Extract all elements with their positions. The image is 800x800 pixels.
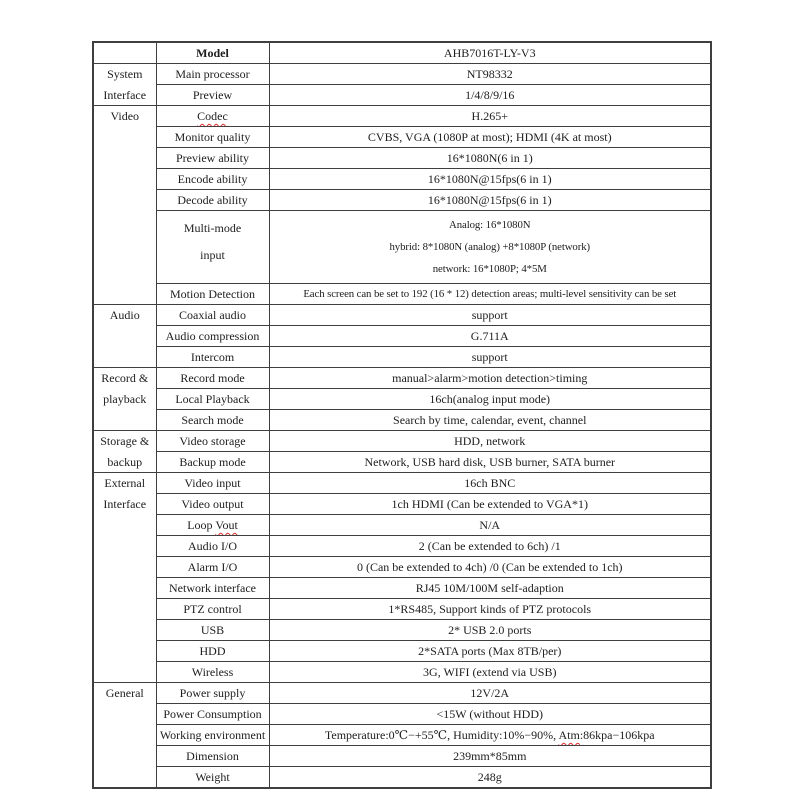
spec-row — [93, 725, 711, 746]
spec-value-cell: support — [269, 305, 711, 326]
spec-label-cell: Search mode — [156, 410, 269, 431]
spec-row — [93, 305, 711, 326]
spec-row — [93, 169, 711, 190]
spec-value-cell: 0 (Can be extended to 4ch) /0 (Can be extended to 1ch) — [269, 557, 711, 578]
spec-label-cell: Record mode — [156, 368, 269, 389]
spec-row — [93, 473, 711, 494]
spec-label-cell: Alarm I/O — [156, 557, 269, 578]
spec-value-cell: 2*SATA ports (Max 8TB/per) — [269, 641, 711, 662]
spec-value-cell: Temperature:0℃−+55℃, Humidity:10%−90%, Atm:86kpa−106kpa — [269, 725, 711, 746]
spellcheck-underline: Atm — [558, 728, 580, 742]
category-cell: System Interface — [93, 64, 156, 106]
spec-label-cell: Backup mode — [156, 452, 269, 473]
spec-value-cell: 16*1080N@15fps(6 in 1) — [269, 169, 711, 190]
spec-value-cell: 12V/2A — [269, 683, 711, 704]
spec-value-cell: 2* USB 2.0 ports — [269, 620, 711, 641]
spec-row — [93, 368, 711, 389]
category-cell: Record & playback — [93, 368, 156, 431]
category-cell-empty — [93, 42, 156, 64]
spec-value-cell: 3G, WIFI (extend via USB) — [269, 662, 711, 683]
spec-row — [93, 410, 711, 431]
spec-label-cell: Main processor — [156, 64, 269, 85]
spec-label-cell: Preview — [156, 85, 269, 106]
spec-label-cell: Decode ability — [156, 190, 269, 211]
spec-value-cell: 2 (Can be extended to 6ch) /1 — [269, 536, 711, 557]
spec-label-cell: Loop Vout — [156, 515, 269, 536]
spec-value-cell: CVBS, VGA (1080P at most); HDMI (4K at most) — [269, 127, 711, 148]
specification-table — [92, 41, 712, 789]
spec-label-cell: Preview ability — [156, 148, 269, 169]
spec-row — [93, 557, 711, 578]
spellcheck-underline: Codec — [197, 109, 228, 123]
spec-row — [93, 683, 711, 704]
spec-label-cell: Video output — [156, 494, 269, 515]
spec-row — [93, 347, 711, 368]
category-cell: External Interface — [93, 473, 156, 683]
spec-label-cell: Network interface — [156, 578, 269, 599]
spec-value-cell: NT98332 — [269, 64, 711, 85]
spec-value-cell: 248g — [269, 767, 711, 789]
spec-row — [93, 704, 711, 725]
spec-value-cell: 16ch(analog input mode) — [269, 389, 711, 410]
spec-label-cell: Monitor quality — [156, 127, 269, 148]
spec-label-cell: Video input — [156, 473, 269, 494]
spec-value-cell: <15W (without HDD) — [269, 704, 711, 725]
spec-row — [93, 211, 711, 284]
spec-label-cell: Local Playback — [156, 389, 269, 410]
spec-value-cell: Search by time, calendar, event, channel — [269, 410, 711, 431]
spec-label-cell: USB — [156, 620, 269, 641]
spec-label-cell: Working environment — [156, 725, 269, 746]
spec-value-cell: HDD, network — [269, 431, 711, 452]
spec-label-cell: Power Consumption — [156, 704, 269, 725]
spec-value-cell: Analog: 16*1080N hybrid: 8*1080N (analog) +8*1080P (network) network: 16*1080P; 4*5M — [269, 211, 711, 284]
spec-value-cell: RJ45 10M/100M self-adaption — [269, 578, 711, 599]
spec-value-cell: N/A — [269, 515, 711, 536]
spec-row — [93, 431, 711, 452]
spec-row — [93, 85, 711, 106]
category-cell: Video — [93, 106, 156, 305]
spec-value-cell: Network, USB hard disk, USB burner, SATA burner — [269, 452, 711, 473]
spec-row — [93, 106, 711, 127]
spellcheck-underline: Vout — [215, 518, 238, 532]
spec-value-cell: 1/4/8/9/16 — [269, 85, 711, 106]
spec-row — [93, 599, 711, 620]
category-cell: Storage & backup — [93, 431, 156, 473]
spec-value-cell: H.265+ — [269, 106, 711, 127]
spec-label-cell: Weight — [156, 767, 269, 789]
spec-label-cell: Encode ability — [156, 169, 269, 190]
spec-row — [93, 452, 711, 473]
spec-value-cell: G.711A — [269, 326, 711, 347]
spec-label-cell: Video storage — [156, 431, 269, 452]
spec-row — [93, 190, 711, 211]
spec-row — [93, 494, 711, 515]
spec-row — [93, 326, 711, 347]
spec-row — [93, 284, 711, 305]
spec-row — [93, 662, 711, 683]
spec-label-cell: Multi-mode input — [156, 211, 269, 284]
spec-label-cell: Audio I/O — [156, 536, 269, 557]
spec-value-cell: 16*1080N@15fps(6 in 1) — [269, 190, 711, 211]
spec-label-cell: Audio compression — [156, 326, 269, 347]
spec-label-cell: Dimension — [156, 746, 269, 767]
spec-value-cell: support — [269, 347, 711, 368]
category-cell: Audio — [93, 305, 156, 368]
spec-label-cell — [156, 106, 269, 127]
spec-row — [93, 148, 711, 169]
spec-label-cell: Wireless — [156, 662, 269, 683]
spec-row — [93, 767, 711, 789]
spec-label-cell: Model — [156, 42, 269, 64]
specification-table-body — [93, 42, 711, 788]
spec-row — [93, 746, 711, 767]
spec-label-cell: Power supply — [156, 683, 269, 704]
spec-row — [93, 64, 711, 85]
spec-label-cell: Intercom — [156, 347, 269, 368]
category-cell: General — [93, 683, 156, 789]
spec-label-cell: Coaxial audio — [156, 305, 269, 326]
spec-label-cell: Motion Detection — [156, 284, 269, 305]
spec-row — [93, 578, 711, 599]
spec-row — [93, 536, 711, 557]
spec-row — [93, 641, 711, 662]
spec-row — [93, 515, 711, 536]
spec-value-cell: 16ch BNC — [269, 473, 711, 494]
spec-value-cell: 239mm*85mm — [269, 746, 711, 767]
spec-value-cell: 1ch HDMI (Can be extended to VGA*1) — [269, 494, 711, 515]
spec-label-cell: HDD — [156, 641, 269, 662]
spec-label-cell: PTZ control — [156, 599, 269, 620]
spec-value-cell: AHB7016T-LY-V3 — [269, 42, 711, 64]
spec-row — [93, 620, 711, 641]
spec-row — [93, 389, 711, 410]
spec-value-cell: 16*1080N(6 in 1) — [269, 148, 711, 169]
spec-row — [93, 127, 711, 148]
spec-value-cell: manual>alarm>motion detection>timing — [269, 368, 711, 389]
spec-value-cell: 1*RS485, Support kinds of PTZ protocols — [269, 599, 711, 620]
spec-value-cell: Each screen can be set to 192 (16 * 12) detection areas; multi-level sensitivity can be set — [269, 284, 711, 305]
spec-row — [93, 42, 711, 64]
